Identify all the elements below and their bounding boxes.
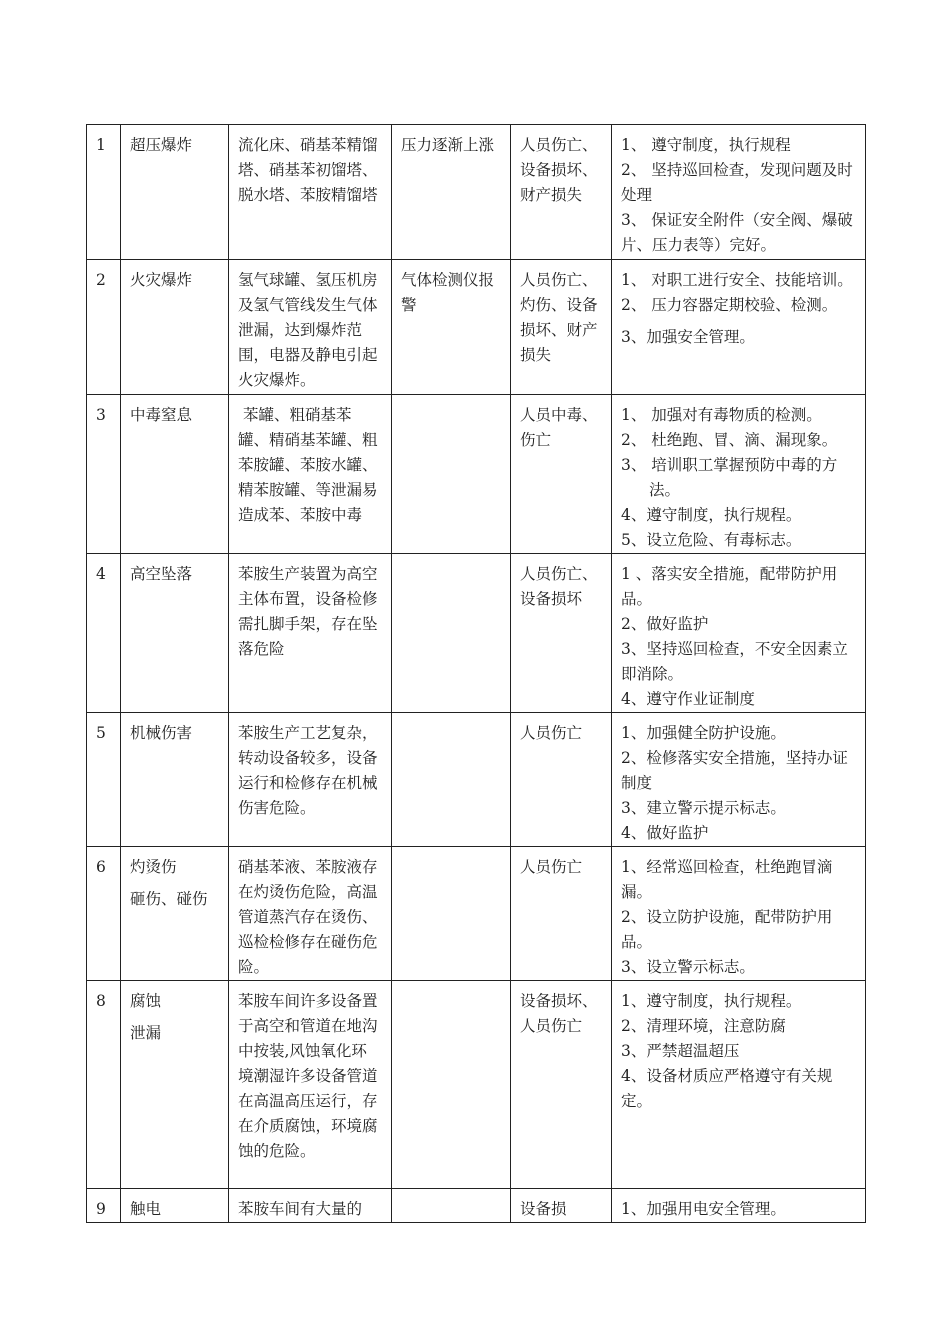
- table-row: [87, 260, 866, 395]
- hazard-type-line: 机械伤害: [130, 724, 193, 742]
- warning-signal: [392, 981, 511, 1189]
- hazard-location: 苯胺生产装置为高空主体布置，设备检修需扎脚手架，存在坠落危险: [229, 554, 392, 713]
- preventive-measures: [612, 713, 866, 847]
- measure-item: 1、加强健全防护设施。: [621, 724, 786, 742]
- measure-item: 2、清理环境，注意防腐: [621, 1017, 786, 1035]
- hazard-location: 流化床、硝基苯精馏塔、硝基苯初馏塔、脱水塔、苯胺精馏塔: [229, 125, 392, 260]
- measure-item: 4、设备材质应严格遵守有关规定。: [621, 1067, 833, 1110]
- measure-item: 1、经常巡回检查，杜绝跑冒滴漏。: [621, 858, 833, 901]
- measure-item: 2、设立防护设施，配带防护用品。: [621, 908, 833, 951]
- warning-signal: 压力逐渐上涨: [392, 125, 511, 260]
- row-number: 1: [87, 125, 121, 260]
- preventive-measures: [612, 847, 866, 981]
- measure-item: 3、严禁超温超压: [621, 1042, 740, 1060]
- measure-item: 3、 保证安全附件（安全阀、爆破片、压力表等）完好。: [621, 211, 853, 254]
- hazard-type-line: 超压爆炸: [130, 136, 193, 154]
- hazard-type: [121, 1189, 229, 1223]
- measure-item: 1 、落实安全措施，配带防护用品。: [621, 565, 838, 608]
- hazard-type-line: 灼烫伤: [130, 858, 177, 876]
- measure-item: 2、检修落实安全措施，坚持办证制度: [621, 749, 848, 792]
- measure-item: 3、加强安全管理。: [621, 328, 755, 346]
- hazard-location: 苯胺生产工艺复杂，转动设备较多，设备运行和检修存在机械伤害危险。: [229, 713, 392, 847]
- measure-item: 3、设立警示标志。: [621, 958, 755, 976]
- hazard-type: [121, 981, 229, 1189]
- hazard-location: 苯胺车间有大量的: [229, 1189, 392, 1223]
- table-row: [87, 554, 866, 713]
- hazard-location: 苯罐、粗硝基苯罐、精硝基苯罐、粗苯胺罐、苯胺水罐、精苯胺罐、等泄漏易造成苯、苯胺中毒: [229, 395, 392, 554]
- row-number: 8: [87, 981, 121, 1189]
- measure-item: 3、坚持巡回检查，不安全因素立即消除。: [621, 640, 848, 683]
- row-number: 5: [87, 713, 121, 847]
- preventive-measures: [612, 260, 866, 395]
- hazard-type-line: 腐蚀: [130, 992, 162, 1010]
- hazard-type: [121, 713, 229, 847]
- measure-item: 1、遵守制度，执行规程。: [621, 992, 802, 1010]
- hazard-type: [121, 395, 229, 554]
- measure-item: 2、做好监护: [621, 615, 709, 633]
- preventive-measures: [612, 125, 866, 260]
- row-number: 2: [87, 260, 121, 395]
- measure-item: 1、 加强对有毒物质的检测。: [621, 406, 822, 424]
- measure-item: 4、做好监护: [621, 824, 709, 842]
- hazard-location: 硝基苯液、苯胺液存在灼烫伤危险，高温管道蒸汽存在烫伤、巡检检修存在碰伤危险。: [229, 847, 392, 981]
- warning-signal: [392, 554, 511, 713]
- hazard-type: [121, 125, 229, 260]
- hazard-type-line: 泄漏: [130, 1024, 162, 1042]
- warning-signal: [392, 1189, 511, 1223]
- table-row: [87, 395, 866, 554]
- measure-item: 1、 对职工进行安全、技能培训。: [621, 271, 853, 289]
- consequence: 人员伤亡: [511, 847, 612, 981]
- hazard-type: [121, 260, 229, 395]
- hazard-table: [86, 124, 866, 1223]
- measure-item: 2、 坚持巡回检查，发现问题及时处理: [621, 161, 853, 204]
- consequence: 人员伤亡、设备损坏、财产损失: [511, 125, 612, 260]
- measure-item: 1、 遵守制度，执行规程: [621, 136, 791, 154]
- consequence: 设备损坏、人员伤亡: [511, 981, 612, 1189]
- measure-item: 2、 杜绝跑、冒、滴、漏现象。: [621, 431, 838, 449]
- warning-signal: [392, 395, 511, 554]
- warning-signal: [392, 847, 511, 981]
- measure-item: 2、 压力容器定期校验、检测。: [621, 296, 838, 314]
- preventive-measures: [612, 395, 866, 554]
- hazard-type-line: 高空坠落: [130, 565, 193, 583]
- row-number: 4: [87, 554, 121, 713]
- consequence: 人员中毒、伤亡: [511, 395, 612, 554]
- measure-item: 3、建立警示提示标志。: [621, 799, 786, 817]
- hazard-type-line: 中毒窒息: [130, 406, 193, 424]
- measure-item: 5、设立危险、有毒标志。: [621, 531, 802, 549]
- consequence: 人员伤亡、设备损坏: [511, 554, 612, 713]
- hazard-type: [121, 847, 229, 981]
- preventive-measures: [612, 1189, 866, 1223]
- measure-item: 3、 培训职工掌握预防中毒的方法。: [621, 456, 838, 499]
- hazard-type-line: 火灾爆炸: [130, 271, 193, 289]
- row-number: 6: [87, 847, 121, 981]
- preventive-measures: [612, 554, 866, 713]
- table-row: [87, 125, 866, 260]
- consequence: 人员伤亡: [511, 713, 612, 847]
- consequence: 设备损: [511, 1189, 612, 1223]
- hazard-type-line: 触电: [130, 1200, 162, 1218]
- table-row: [87, 847, 866, 981]
- measure-item: 1、加强用电安全管理。: [621, 1200, 786, 1218]
- consequence: 人员伤亡、灼伤、设备损坏、财产损失: [511, 260, 612, 395]
- preventive-measures: [612, 981, 866, 1189]
- hazard-type: [121, 554, 229, 713]
- warning-signal: [392, 713, 511, 847]
- warning-signal: 气体检测仪报警: [392, 260, 511, 395]
- table-row: [87, 713, 866, 847]
- hazard-location: 氢气球罐、氢压机房及氢气管线发生气体泄漏，达到爆炸范围，电器及静电引起火灾爆炸。: [229, 260, 392, 395]
- hazard-type-line: 砸伤、碰伤: [130, 890, 208, 908]
- table-row: [87, 981, 866, 1189]
- row-number: 9: [87, 1189, 121, 1223]
- measure-item: 4、遵守作业证制度: [621, 690, 755, 708]
- measure-item: 4、遵守制度，执行规程。: [621, 506, 802, 524]
- table-row: [87, 1189, 866, 1223]
- hazard-location: 苯胺车间许多设备置于高空和管道在地沟中按装,风蚀氧化环境潮湿许多设备管道在高温高压运行，存在介质腐蚀，环境腐蚀的危险。: [229, 981, 392, 1189]
- row-number: 3: [87, 395, 121, 554]
